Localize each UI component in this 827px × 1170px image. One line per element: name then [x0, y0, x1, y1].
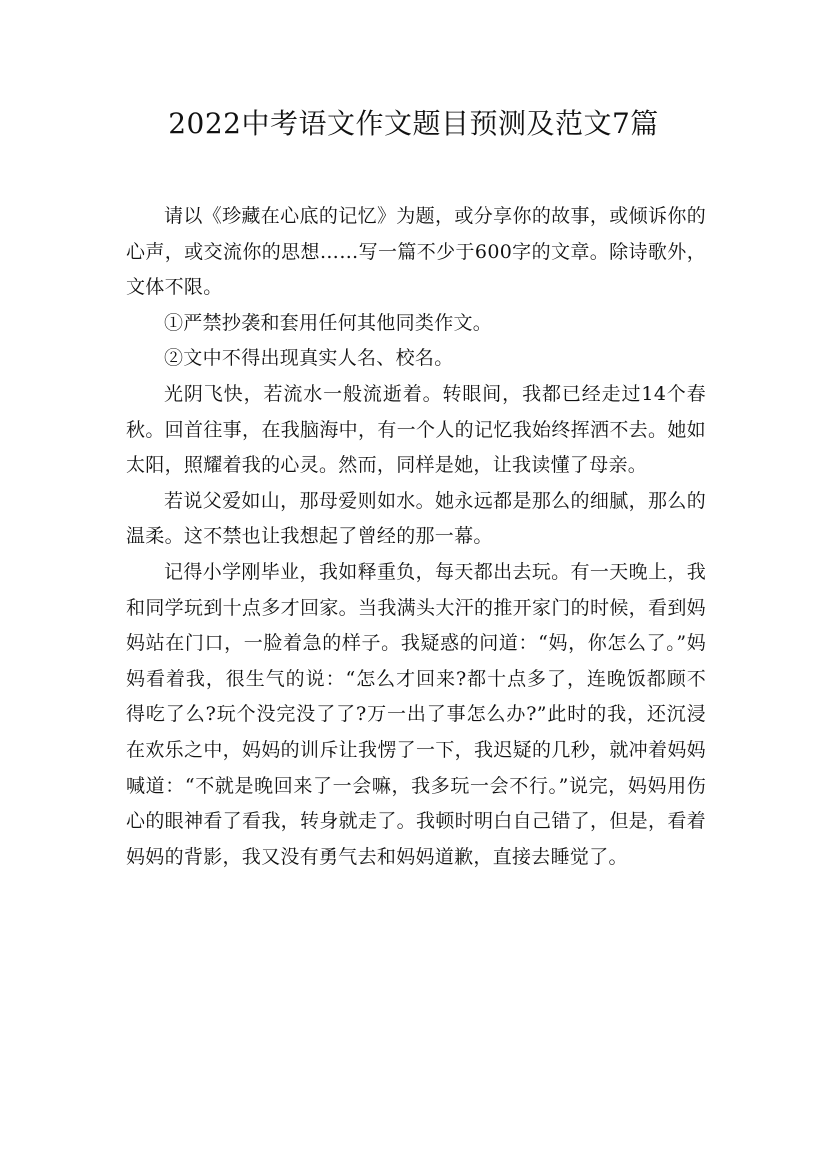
document-body	[126, 199, 706, 875]
essay-paragraph: 若说父爱如山，那母爱则如水。她永远都是那么的细腻，那么的温柔。这不禁也让我想起了曾经的那一幕。	[126, 489, 706, 548]
document-title: 2022中考语文作文题目预测及范文7篇	[168, 107, 659, 140]
prompt-paragraph: 请以《珍藏在心底的记忆》为题，或分享你的故事，或倾诉你的心声，或交流你的思想……写一篇不少于600字的文章。除诗歌外，文体不限。	[126, 205, 706, 299]
rule-item-1: ①严禁抄袭和套用任何其他同类作文。	[164, 311, 493, 334]
essay-paragraph: 光阴飞快，若流水一般流逝着。转眼间，我都已经走过14个春秋。回首往事，在我脑海中，有一个人的记忆我始终挥洒不去。她如太阳，照耀着我的心灵。然而，同样是她，让我读懂了母亲。	[126, 382, 706, 477]
rule-item-2: ②文中不得出现真实人名、校名。	[164, 347, 454, 370]
essay-paragraph: 记得小学刚毕业，我如释重负，每天都出去玩。有一天晚上，我和同学玩到十点多才回家。当我满头大汗的推开家门的时候，看到妈妈站在门口，一脸着急的样子。我疑惑的问道：“妈，你怎么了。”妈妈看着我，很生气的说：“怎么才回来?都十点多了，连晚饭都顾不得吃了么?玩个没完没了了?万一出了事怎么办?”此时的我，还沉浸在欢乐之中，妈妈的训斥让我愣了一下，我迟疑的几秒，就冲着妈妈喊道：“不就是晚回来了一会嘛，我多玩一会不行。”说完，妈妈用伤心的眼神看了看我，转身就走了。我顿时明白自己错了，但是，看着妈妈的背影，我又没有勇气去和妈妈道歉，直接去睡觉了。	[126, 560, 706, 868]
